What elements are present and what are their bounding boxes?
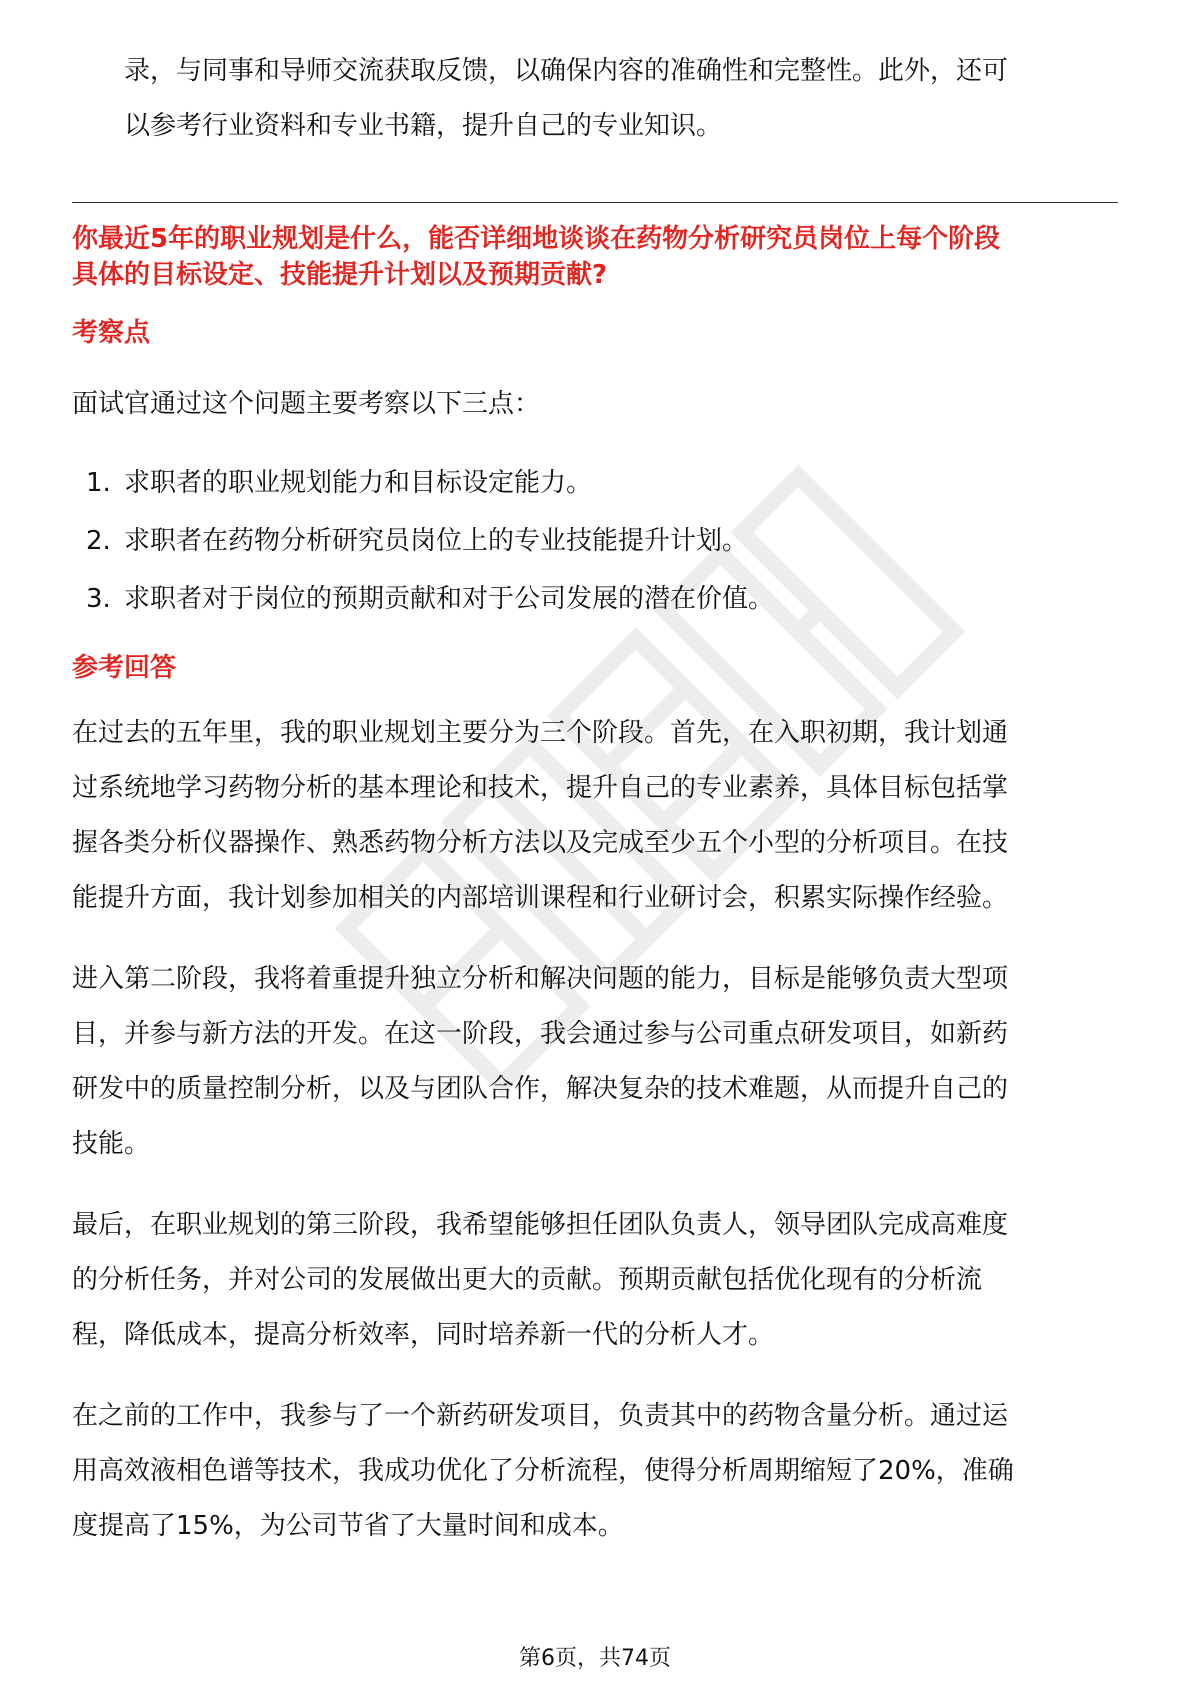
answer-line: 在之前的工作中，我参与了一个新药研发项目，负责其中的药物含量分析。通过运 — [72, 1401, 1009, 1431]
answer-line: 在过去的五年里，我的职业规划主要分为三个阶段。首先，在入职初期，我计划通 — [72, 718, 1009, 748]
answer-title: 参考回答 — [72, 653, 177, 683]
list-item-text: 求职者的职业规划能力和目标设定能力。 — [124, 468, 593, 498]
list-item-text: 求职者在药物分析研究员岗位上的专业技能提升计划。 — [124, 526, 749, 556]
list-item-text: 求职者对于岗位的预期贡献和对于公司发展的潜在价值。 — [124, 584, 775, 614]
answer-line: 的分析任务，并对公司的发展做出更大的贡献。预期贡献包括优化现有的分析流 — [72, 1265, 983, 1295]
answer-paragraph — [72, 952, 1118, 1172]
page-number: 第6页，共74页 — [519, 1646, 671, 1671]
answer-line: 进入第二阶段，我将着重提升独立分析和解决问题的能力，目标是能够负责大型项 — [72, 964, 1009, 994]
list-item — [72, 454, 1118, 512]
section-divider — [72, 202, 1118, 203]
answer-line: 研发中的质量控制分析，以及与团队合作，解决复杂的技术难题，从而提升自己的 — [72, 1074, 1009, 1104]
answer-line: 技能。 — [72, 1129, 151, 1159]
answer-line: 过系统地学习药物分析的基本理论和技术，提升自己的专业素养，具体目标包括掌 — [72, 773, 1009, 803]
answer-paragraph — [72, 1389, 1118, 1554]
answer-line: 握各类分析仪器操作、熟悉药物分析方法以及完成至少五个小型的分析项目。在技 — [72, 828, 1009, 858]
answer-line: 度提高了15%，为公司节省了大量时间和成本。 — [72, 1511, 624, 1541]
list-item-number: 2. — [86, 526, 111, 556]
answer-line: 能提升方面，我计划参加相关的内部培训课程和行业研讨会，积累实际操作经验。 — [72, 883, 1009, 913]
intro-line: 以参考行业资料和专业书籍，提升自己的专业知识。 — [124, 111, 723, 141]
answer-line: 目，并参与新方法的开发。在这一阶段，我会通过参与公司重点研发项目，如新药 — [72, 1019, 1009, 1049]
list-item-number: 3. — [86, 584, 111, 614]
list-item-number: 1. — [86, 468, 111, 498]
document-page — [72, 0, 1118, 1554]
list-item — [72, 570, 1118, 628]
assessment-points-list — [72, 454, 1118, 628]
answer-paragraph — [72, 1198, 1118, 1363]
answer-line: 用高效液相色谱等技术，我成功优化了分析流程，使得分析周期缩短了20%，准确 — [72, 1456, 1014, 1486]
assessment-title: 考察点 — [72, 318, 151, 348]
intro-paragraph — [72, 44, 1118, 154]
answer-line: 最后，在职业规划的第三阶段，我希望能够担任团队负责人，领导团队完成高难度 — [72, 1210, 1009, 1240]
intro-line: 录，与同事和导师交流获取反馈，以确保内容的准确性和完整性。此外，还可 — [124, 56, 1009, 86]
answer-line: 程，降低成本，提高分析效率，同时培养新一代的分析人才。 — [72, 1320, 775, 1350]
question-line: 具体的目标设定、技能提升计划以及预期贡献? — [72, 260, 608, 290]
list-item — [72, 512, 1118, 570]
assessment-lead: 面试官通过这个问题主要考察以下三点： — [72, 389, 541, 419]
question-line: 你最近5年的职业规划是什么，能否详细地谈谈在药物分析研究员岗位上每个阶段 — [72, 224, 1001, 254]
answer-paragraph — [72, 706, 1118, 926]
question-heading — [72, 221, 1118, 293]
